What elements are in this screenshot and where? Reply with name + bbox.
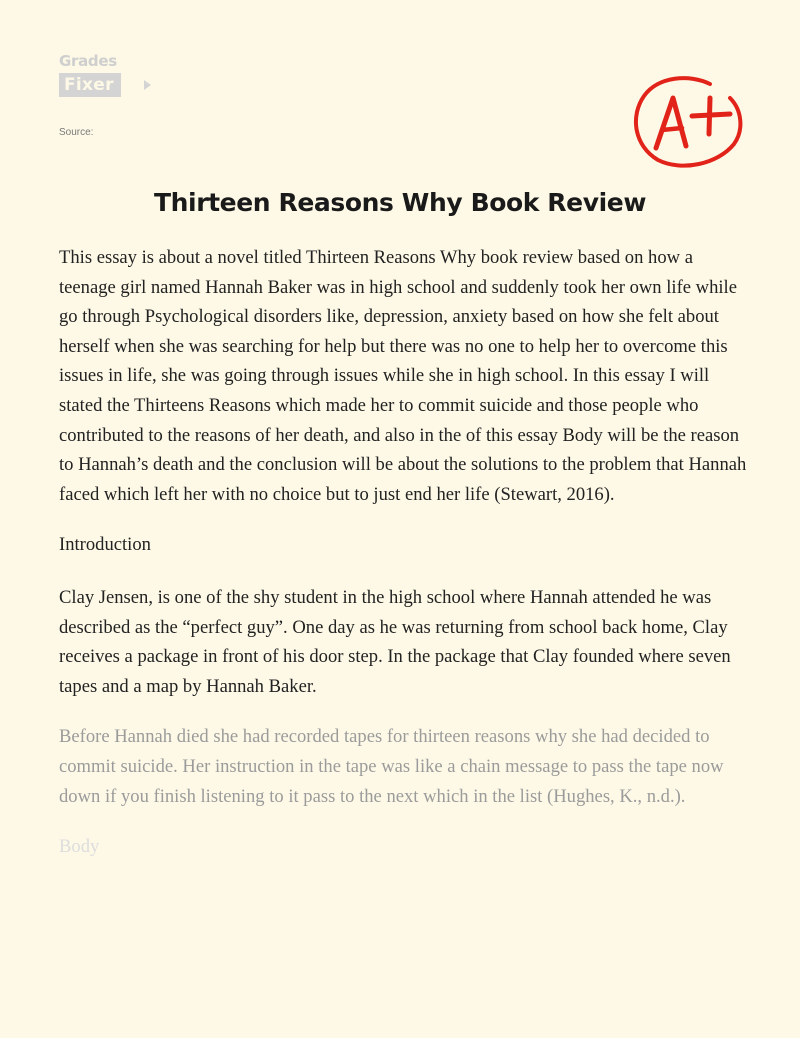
essay-title: Thirteen Reasons Why Book Review [153, 188, 647, 217]
section-heading-introduction: Introduction [59, 534, 151, 556]
section-heading-body-faded: Body [59, 836, 100, 858]
paragraph-clay-jensen: Clay Jensen, is one of the shy student in the high school where Hannah attended he was described as the “perfect guy”. One day as he was returning from school back home, Clay receives a package in front of his door step. In the package that Clay founded where seven tapes and a map by Hannah Baker. [59, 586, 731, 697]
paragraph-tapes-faded: Before Hannah died she had recorded tapes for thirteen reasons why she had decided to commit suicide. Her instruction in the tape was like a chain message to pass the tape now down if you finish listening to it pass to the next which in the list (Hughes, K., n.d.). [59, 726, 724, 807]
essay-body [59, 243, 749, 883]
paragraph-intro-summary: This essay is about a novel titled Thirteen Reasons Why book review based on how a teenage girl named Hannah Baker was in high school and suddenly took her own life while go through Psychological disorders like, depression, anxiety based on how she felt about herself when she was searching for help but there was no one to help her to overcome this issues in life, she was going through issues while she in high school. In this essay I will stated the Thirteens Reasons which made her to commit suicide and those people who contributed to the reasons of her death, and also in the of this essay Body will be the reason to Hannah’s death and the conclusion will be about the solutions to the problem that Hannah faced which left her with no choice but to just end her life (Stewart, 2016). [59, 247, 747, 505]
logo-text-fixer: Fixer [59, 73, 121, 97]
logo-text-grades: Grades [59, 52, 117, 70]
grade-a-plus-stamp [626, 68, 748, 170]
source-label: Source: [59, 127, 94, 138]
logo-arrow-icon [144, 80, 151, 90]
gradesfixer-logo[interactable] [59, 52, 159, 102]
